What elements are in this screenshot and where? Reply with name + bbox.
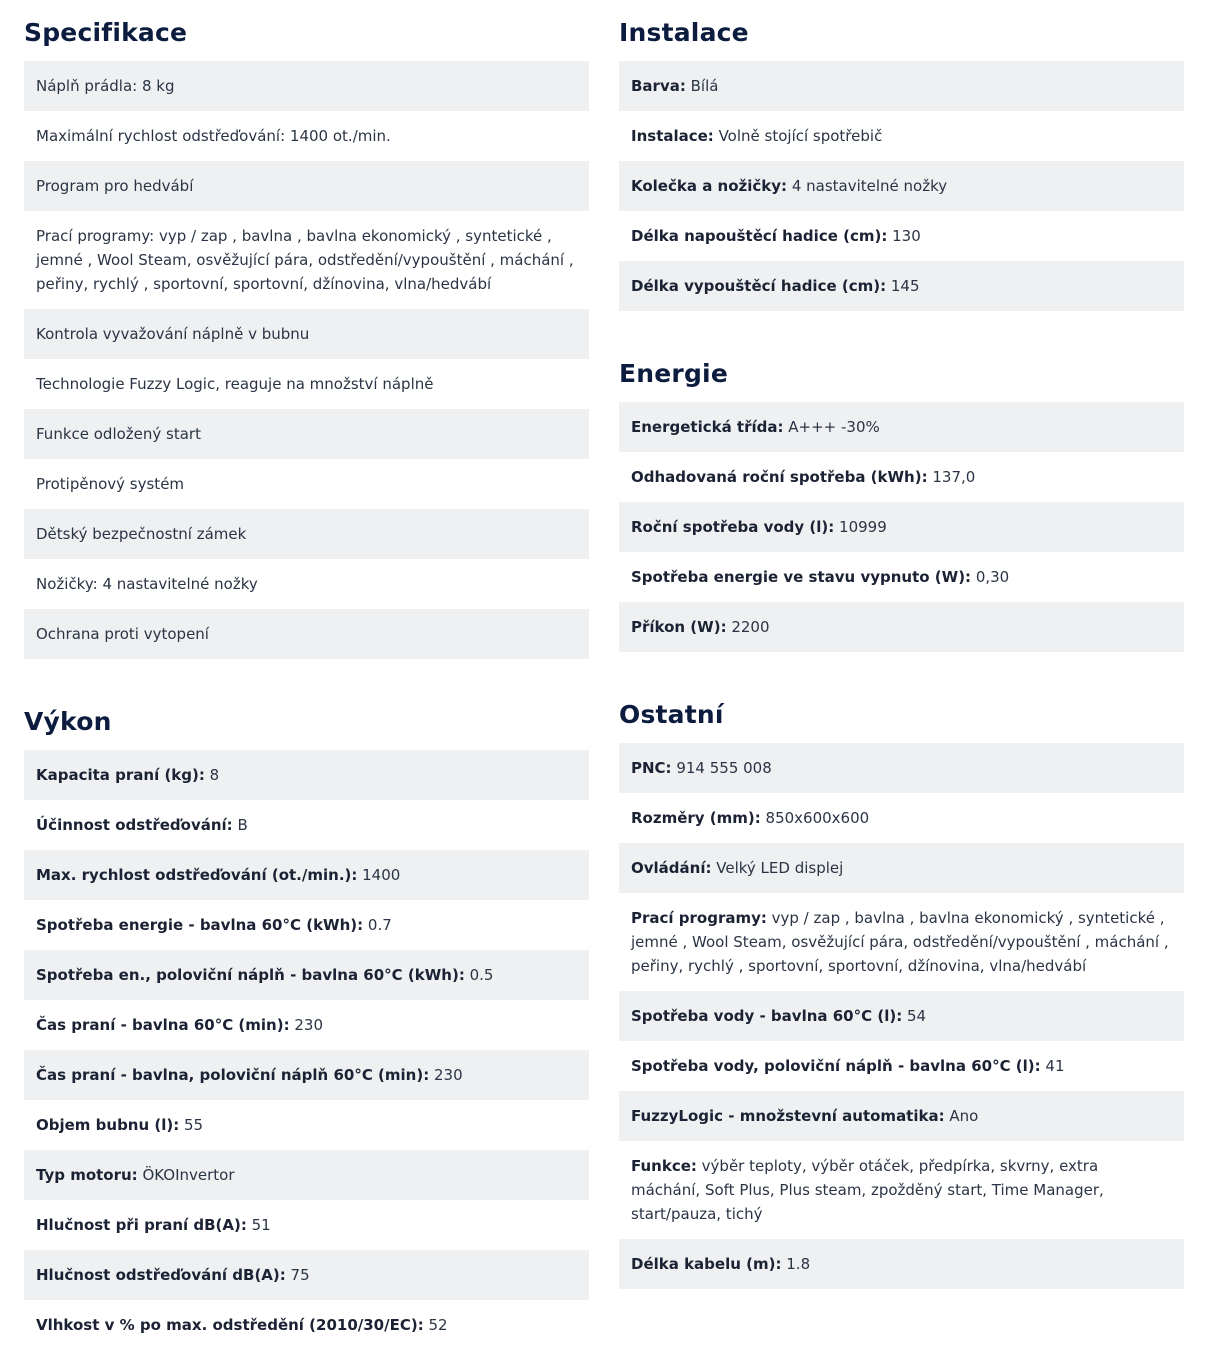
spec-value: 54 [902, 1007, 927, 1025]
section-title-ostatni: Ostatní [619, 700, 724, 729]
spec-key: Délka vypouštěcí hadice (cm): [631, 277, 887, 295]
spec-row [619, 452, 1184, 502]
spec-row [24, 750, 589, 800]
spec-value: 850x600x600 [760, 809, 870, 827]
spec-key: Typ motoru: [36, 1166, 138, 1184]
spec-row [619, 1141, 1184, 1239]
spec-key: Objem bubnu (l): [36, 1116, 180, 1134]
spec-value: 914 555 008 [671, 759, 772, 777]
spec-row [619, 161, 1184, 211]
spec-value: 51 [246, 1216, 271, 1234]
spec-row [24, 1200, 589, 1250]
spec-key: Kolečka a nožičky: [631, 177, 788, 195]
spec-row: Kontrola vyvažování náplně v bubnu [24, 309, 589, 359]
spec-row [24, 1000, 589, 1050]
spec-value: 52 [423, 1316, 448, 1334]
spec-row [619, 211, 1184, 261]
spec-key: Vlhkost v % po max. odstředění (2010/30/EC): [36, 1316, 424, 1334]
spec-value: 230 [289, 1016, 323, 1034]
spec-value: Volně stojící spotřebič [713, 127, 883, 145]
spec-list-instalace [619, 61, 1184, 311]
spec-value: B [232, 816, 248, 834]
spec-value: výběr teploty, výběr otáček, předpírka, skvrny, extra máchání, Soft Plus, Plus steam, zpožděný start, Time Manager, start/pauza, tichý [631, 1157, 1104, 1223]
spec-value: 75 [285, 1266, 310, 1284]
spec-list-vykon [24, 750, 589, 1350]
spec-value: 0,30 [971, 568, 1010, 586]
spec-key: Příkon (W): [631, 618, 727, 636]
spec-row [619, 1239, 1184, 1289]
spec-key: Spotřeba energie - bavlna 60°C (kWh): [36, 916, 364, 934]
spec-row: Dětský bezpečnostní zámek [24, 509, 589, 559]
spec-key: Délka kabelu (m): [631, 1255, 782, 1273]
spec-value: Ano [944, 1107, 979, 1125]
left-column [24, 0, 589, 1350]
spec-key: Hlučnost při praní dB(A): [36, 1216, 247, 1234]
spec-value: 41 [1040, 1057, 1065, 1075]
spec-list-energie [619, 402, 1184, 652]
spec-key: Ovládání: [631, 859, 712, 877]
spec-row [24, 950, 589, 1000]
spec-row: Náplň prádla: 8 kg [24, 61, 589, 111]
spec-key: Kapacita praní (kg): [36, 766, 205, 784]
spec-value: ÖKOInvertor [137, 1166, 235, 1184]
spec-key: Instalace: [631, 127, 714, 145]
spec-key: Spotřeba energie ve stavu vypnuto (W): [631, 568, 972, 586]
spec-key: Roční spotřeba vody (l): [631, 518, 835, 536]
spec-value: 145 [886, 277, 920, 295]
spec-key: Hlučnost odstřeďování dB(A): [36, 1266, 286, 1284]
spec-row [24, 1300, 589, 1350]
spec-row [619, 552, 1184, 602]
section-title-instalace: Instalace [619, 18, 749, 47]
spec-row: Nožičky: 4 nastavitelné nožky [36, 575, 258, 593]
spec-value: 4 nastavitelné nožky [787, 177, 948, 195]
spec-key: PNC: [631, 759, 672, 777]
spec-key: Funkce: [631, 1157, 697, 1175]
spec-list-specifikace [24, 61, 589, 659]
spec-row [24, 900, 589, 950]
spec-row [619, 1041, 1184, 1091]
spec-value: 1.8 [781, 1255, 811, 1273]
spec-key: Účinnost odstřeďování: [36, 816, 233, 834]
spec-value: 1400 [357, 866, 401, 884]
spec-row [619, 893, 1184, 991]
spec-key: Čas praní - bavlna 60°C (min): [36, 1016, 290, 1034]
spec-row [619, 502, 1184, 552]
spec-row [619, 111, 1184, 161]
spec-value: Velký LED displej [711, 859, 844, 877]
spec-key: Energetická třída: [631, 418, 784, 436]
spec-row: Protipěnový systém [36, 475, 185, 493]
spec-value: 230 [429, 1066, 463, 1084]
spec-row [24, 1100, 589, 1150]
spec-row [24, 1250, 589, 1300]
spec-row [619, 793, 1184, 843]
spec-value: 10999 [834, 518, 887, 536]
section-title-energie: Energie [619, 359, 728, 388]
spec-row: Program pro hedvábí [24, 161, 589, 211]
spec-row [619, 402, 1184, 452]
spec-value: 0.7 [363, 916, 392, 934]
spec-key: Odhadovaná roční spotřeba (kWh): [631, 468, 928, 486]
spec-row [24, 800, 589, 850]
spec-key: Spotřeba vody, poloviční náplň - bavlna 60°C (l): [631, 1057, 1041, 1075]
spec-value: 130 [887, 227, 921, 245]
spec-row [619, 991, 1184, 1041]
right-column [619, 0, 1184, 1289]
spec-row [619, 602, 1184, 652]
spec-value: 2200 [726, 618, 770, 636]
spec-key: Čas praní - bavlna, poloviční náplň 60°C (min): [36, 1066, 430, 1084]
spec-row [619, 743, 1184, 793]
spec-key: Spotřeba en., poloviční náplň - bavlna 60°C (kWh): [36, 966, 465, 984]
spec-value: 0.5 [464, 966, 494, 984]
spec-value: 137,0 [927, 468, 976, 486]
spec-row [24, 1150, 589, 1200]
spec-value: 8 [204, 766, 220, 784]
spec-key: FuzzyLogic - množstevní automatika: [631, 1107, 945, 1125]
spec-row [619, 843, 1184, 893]
spec-row [619, 61, 1184, 111]
spec-key: Max. rychlost odstřeďování (ot./min.): [36, 866, 358, 884]
spec-value: A+++ -30% [783, 418, 880, 436]
spec-row [619, 261, 1184, 311]
spec-key: Rozměry (mm): [631, 809, 761, 827]
spec-row: Prací programy: vyp / zap , bavlna , bavlna ekonomický , syntetické , jemné , Wool Steam, osvěžující pára, odstředění/vypouštění , máchání , peřiny, rychlý , sportovní, sportovní, džínovina, vlna/hedvábí [36, 227, 574, 293]
spec-row [24, 850, 589, 900]
spec-row [619, 1091, 1184, 1141]
spec-key: Délka napouštěcí hadice (cm): [631, 227, 888, 245]
spec-key: Prací programy: [631, 909, 767, 927]
spec-row: Maximální rychlost odstřeďování: 1400 ot./min. [36, 127, 391, 145]
spec-value: 55 [179, 1116, 204, 1134]
spec-row: Technologie Fuzzy Logic, reaguje na množství náplně [36, 375, 434, 393]
spec-value: Bílá [685, 77, 719, 95]
spec-row: Funkce odložený start [24, 409, 589, 459]
spec-key: Spotřeba vody - bavlna 60°C (l): [631, 1007, 903, 1025]
spec-list-ostatni [619, 743, 1184, 1289]
spec-row: Ochrana proti vytopení [24, 609, 589, 659]
section-title-vykon: Výkon [24, 707, 112, 736]
spec-value: vyp / zap , bavlna , bavlna ekonomický , syntetické , jemné , Wool Steam, osvěžující pára, odstředění/vypouštění , máchání , peřiny, rychlý , sportovní, sportovní, džínovina, vlna/hedvábí [631, 909, 1169, 975]
spec-row [24, 1050, 589, 1100]
spec-key: Barva: [631, 77, 686, 95]
section-title-specifikace: Specifikace [24, 18, 188, 47]
